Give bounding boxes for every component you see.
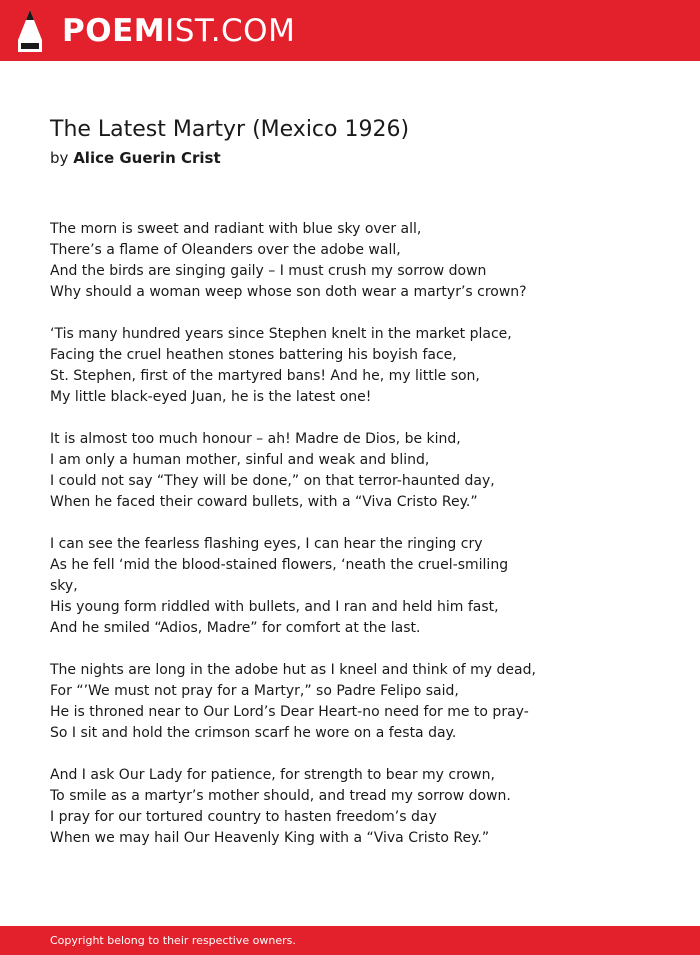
poem-line: To smile as a martyr’s mother should, and tread my sorrow down.: [50, 788, 511, 804]
poem-line: And I ask Our Lady for patience, for strength to bear my crown,: [50, 767, 495, 783]
stanza: [50, 660, 536, 744]
poem-line: For “’We must not pray for a Martyr,” so Padre Felipo said,: [50, 683, 459, 699]
stanza: [50, 765, 530, 849]
pencil-icon[interactable]: [18, 10, 42, 52]
site-header: [0, 0, 700, 61]
poem-line: The nights are long in the adobe hut as I kneel and think of my dead,: [50, 662, 536, 678]
stanza: [50, 219, 530, 303]
poem-body: [50, 219, 536, 870]
poem-line: As he fell ‘mid the blood-stained flowers, ‘neath the cruel-smiling sky,: [50, 557, 509, 594]
poem-line: His young form riddled with bullets, and I ran and held him fast,: [50, 599, 499, 615]
poem-line: And the birds are singing gaily – I must crush my sorrow down: [50, 263, 487, 279]
poem-line: I could not say “They will be done,” on that terror-haunted day,: [50, 473, 495, 489]
poem-line: St. Stephen, first of the martyred bans! And he, my little son,: [50, 368, 480, 384]
by-label: by: [50, 149, 69, 167]
poem-line: Facing the cruel heathen stones battering his boyish face,: [50, 347, 457, 363]
stanza: [50, 534, 530, 639]
poem-line: The morn is sweet and radiant with blue sky over all,: [50, 221, 422, 237]
poem-line: I am only a human mother, sinful and weak and blind,: [50, 452, 430, 468]
poem-line: So I sit and hold the crimson scarf he wore on a festa day.: [50, 725, 457, 741]
stanza: [50, 429, 530, 513]
poem-line: When we may hail Our Heavenly King with a “Viva Cristo Rey.”: [50, 830, 490, 846]
logo-brand-light: IST.COM: [165, 13, 296, 49]
poem-title: The Latest Martyr (Mexico 1926): [50, 117, 410, 142]
poem-line: He is throned near to Our Lord’s Dear Heart-no need for me to pray-: [50, 704, 529, 720]
poem-line: And he smiled “Adios, Madre” for comfort at the last.: [50, 620, 421, 636]
copyright-text: Copyright belong to their respective owners.: [50, 934, 296, 947]
site-footer: [0, 926, 700, 955]
poem-line: It is almost too much honour – ah! Madre de Dios, be kind,: [50, 431, 461, 447]
poem-line: Why should a woman weep whose son doth wear a martyr’s crown?: [50, 284, 527, 300]
poem-line: My little black-eyed Juan, he is the latest one!: [50, 389, 372, 405]
stanza: [50, 324, 530, 408]
poem-line: When he faced their coward bullets, with a “Viva Cristo Rey.”: [50, 494, 478, 510]
poem-line: There’s a flame of Oleanders over the adobe wall,: [50, 242, 401, 258]
logo-brand-bold: POEM: [62, 13, 166, 49]
poem-line: I can see the fearless flashing eyes, I can hear the ringing cry: [50, 536, 483, 552]
author-name: Alice Guerin Crist: [73, 149, 221, 167]
site-logo[interactable]: [62, 10, 295, 52]
poem-line: I pray for our tortured country to hasten freedom’s day: [50, 809, 437, 825]
poem-line: ‘Tis many hundred years since Stephen knelt in the market place,: [50, 326, 512, 342]
byline: [50, 149, 221, 167]
